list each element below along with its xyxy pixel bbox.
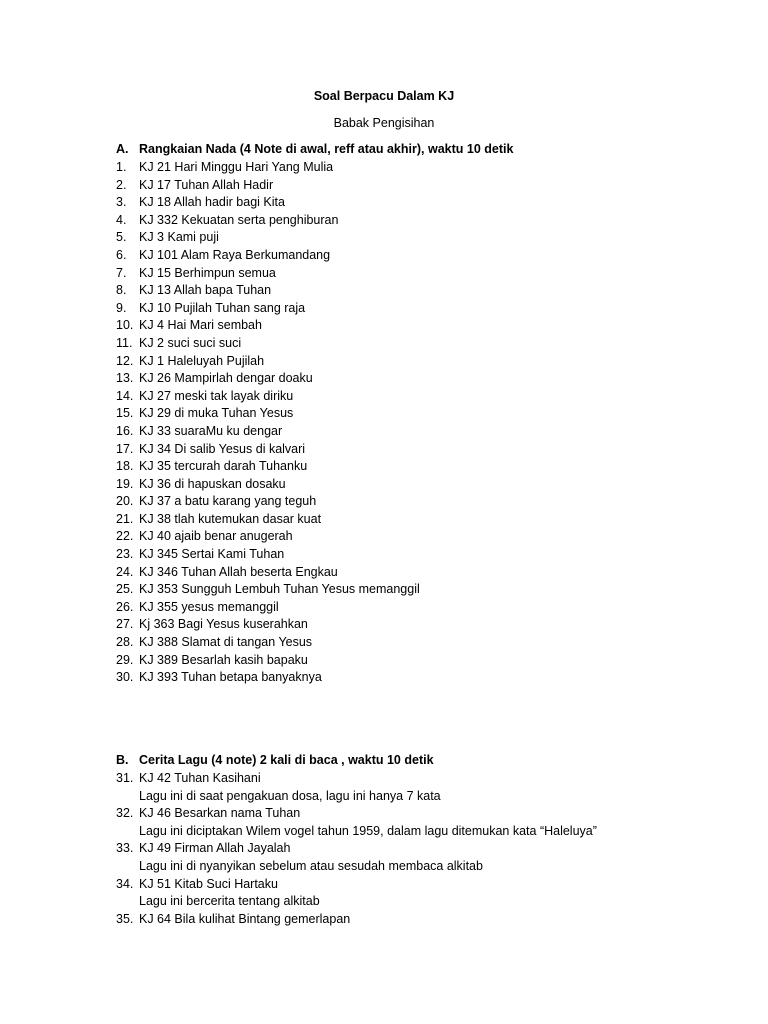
list-item — [116, 441, 420, 459]
list-item — [116, 282, 420, 300]
list-item-number: 8. — [116, 283, 127, 298]
list-item-text: Kj 363 Bagi Yesus kuserahkan — [139, 617, 308, 632]
list-item-number: 2. — [116, 177, 127, 192]
list-item-text: KJ 4 Hai Mari sembah — [139, 318, 262, 333]
list-item-text: KJ 332 Kekuatan serta penghiburan — [139, 212, 339, 227]
list-item-number: 9. — [116, 300, 127, 315]
list-item — [116, 194, 420, 212]
list-item-number: 12. — [116, 353, 134, 368]
list-item-number: 11. — [116, 335, 133, 350]
list-item-text: KJ 393 Tuhan betapa banyaknya — [139, 670, 322, 685]
list-item — [116, 564, 420, 582]
list-item-number: 29. — [116, 652, 134, 667]
list-item — [116, 335, 420, 353]
list-item — [116, 405, 420, 423]
list-item-number: 22. — [116, 529, 134, 544]
list-item-number: 4. — [116, 212, 127, 227]
list-item-number: 1. — [116, 160, 127, 174]
list-item — [116, 770, 597, 788]
list-item-number: 10. — [116, 318, 134, 333]
list-item-number: 20. — [116, 494, 134, 509]
list-item — [116, 247, 420, 265]
list-item-note: Lagu ini diciptakan Wilem vogel tahun 1959, dalam lagu ditemukan kata “Haleluya” — [139, 823, 597, 838]
list-item — [116, 634, 420, 652]
list-item-text: KJ 27 meski tak layak diriku — [139, 388, 294, 403]
list-item-number: 16. — [116, 423, 134, 438]
list-item-text: KJ 33 suaraMu ku dengar — [139, 423, 283, 438]
list-item-text: KJ 345 Sertai Kami Tuhan — [139, 547, 285, 562]
list-item-text: KJ 49 Firman Allah Jayalah — [139, 841, 291, 856]
list-item-number: 21. — [116, 511, 134, 526]
list-item-number: 33. — [116, 841, 134, 856]
list-item — [116, 300, 420, 318]
section-a-heading — [116, 141, 513, 159]
list-item-number: 15. — [116, 406, 134, 421]
list-item — [116, 317, 420, 335]
list-item-number: 6. — [116, 247, 127, 262]
list-item-text: KJ 42 Tuhan Kasihani — [139, 771, 261, 785]
list-item — [116, 370, 420, 388]
list-item-text: KJ 17 Tuhan Allah Hadir — [139, 177, 274, 192]
list-item-text: KJ 355 yesus memanggil — [139, 599, 279, 614]
list-item — [116, 911, 597, 929]
list-item — [116, 805, 597, 823]
list-item — [116, 876, 597, 894]
document-title: Soal Berpacu Dalam KJ — [313, 89, 455, 103]
section-b-heading — [116, 752, 434, 770]
list-item — [116, 177, 420, 195]
list-item-text: KJ 46 Besarkan nama Tuhan — [139, 806, 301, 821]
list-item-text: KJ 388 Slamat di tangan Yesus — [139, 635, 313, 650]
list-item-number: 27. — [116, 617, 134, 632]
list-item-number: 32. — [116, 806, 134, 821]
list-item — [116, 511, 420, 529]
section-b-title: Cerita Lagu (4 note) 2 kali di baca , waktu 10 detik — [139, 753, 434, 767]
list-item — [116, 476, 420, 494]
list-item-number: 3. — [116, 195, 127, 210]
list-item-number: 14. — [116, 388, 134, 403]
list-item-number: 30. — [116, 670, 134, 685]
list-item-text: KJ 13 Allah bapa Tuhan — [139, 283, 272, 298]
list-item — [116, 159, 420, 177]
list-item-number: 19. — [116, 476, 134, 491]
list-item-number: 31. — [116, 771, 134, 785]
list-item-number: 17. — [116, 441, 134, 456]
list-item-text: KJ 18 Allah hadir bagi Kita — [139, 195, 285, 210]
list-item — [116, 212, 420, 230]
list-item-text: KJ 36 di hapuskan dosaku — [139, 476, 286, 491]
list-item — [116, 265, 420, 283]
list-item-text: KJ 3 Kami puji — [139, 230, 219, 245]
list-item — [116, 388, 420, 406]
list-item-note: Lagu ini di saat pengakuan dosa, lagu ini hanya 7 kata — [139, 788, 441, 803]
list-item-text: KJ 10 Pujilah Tuhan sang raja — [139, 300, 306, 315]
list-item-text: KJ 389 Besarlah kasih bapaku — [139, 652, 308, 667]
list-item — [116, 669, 420, 687]
section-a-letter: A. — [116, 142, 129, 156]
list-item — [116, 493, 420, 511]
list-item-text: KJ 21 Hari Minggu Hari Yang Mulia — [139, 160, 334, 174]
list-item-number: 23. — [116, 547, 134, 562]
list-item — [116, 229, 420, 247]
list-item-number: 26. — [116, 599, 134, 614]
list-item-number: 7. — [116, 265, 127, 280]
list-item-text: KJ 40 ajaib benar anugerah — [139, 529, 293, 544]
list-item — [116, 353, 420, 371]
list-item-text: KJ 2 suci suci suci — [139, 335, 242, 350]
list-item-text: KJ 29 di muka Tuhan Yesus — [139, 406, 294, 421]
section-b-list — [116, 770, 597, 928]
list-item — [116, 458, 420, 476]
document-subtitle: Babak Pengisihan — [333, 116, 435, 130]
list-item-text: KJ 38 tlah kutemukan dasar kuat — [139, 511, 322, 526]
list-item-number: 24. — [116, 564, 134, 579]
list-item-text: KJ 353 Sungguh Lembuh Tuhan Yesus memanggil — [139, 582, 420, 597]
list-item-number: 13. — [116, 371, 134, 386]
list-item-text: KJ 64 Bila kulihat Bintang gemerlapan — [139, 911, 351, 926]
list-item-text: KJ 15 Berhimpun semua — [139, 265, 276, 280]
section-b-letter: B. — [116, 753, 129, 767]
list-item-text: KJ 35 tercurah darah Tuhanku — [139, 459, 308, 474]
list-item-number: 25. — [116, 582, 134, 597]
list-item-number: 35. — [116, 911, 134, 926]
list-item-text: KJ 346 Tuhan Allah beserta Engkau — [139, 564, 338, 579]
list-item-text: KJ 26 Mampirlah dengar doaku — [139, 371, 313, 386]
list-item-text: KJ 1 Haleluyah Pujilah — [139, 353, 265, 368]
list-item-number: 28. — [116, 635, 134, 650]
list-item — [116, 528, 420, 546]
section-a-title: Rangkaian Nada (4 Note di awal, reff atau akhir), waktu 10 detik — [139, 142, 514, 156]
list-item — [116, 616, 420, 634]
list-item — [116, 599, 420, 617]
list-item-number: 34. — [116, 876, 134, 891]
list-item — [116, 546, 420, 564]
list-item — [116, 840, 597, 858]
list-item-number: 5. — [116, 230, 127, 245]
list-item — [116, 581, 420, 599]
list-item — [116, 423, 420, 441]
list-item-number: 18. — [116, 459, 134, 474]
list-item — [116, 652, 420, 670]
section-a-list — [116, 159, 420, 687]
list-item-text: KJ 37 a batu karang yang teguh — [139, 494, 317, 509]
list-item-note: Lagu ini di nyanyikan sebelum atau sesudah membaca alkitab — [139, 858, 483, 873]
list-item-text: KJ 34 Di salib Yesus di kalvari — [139, 441, 306, 456]
list-item-text: KJ 51 Kitab Suci Hartaku — [139, 876, 278, 891]
list-item-note: Lagu ini bercerita tentang alkitab — [139, 894, 320, 909]
list-item-text: KJ 101 Alam Raya Berkumandang — [139, 247, 331, 262]
